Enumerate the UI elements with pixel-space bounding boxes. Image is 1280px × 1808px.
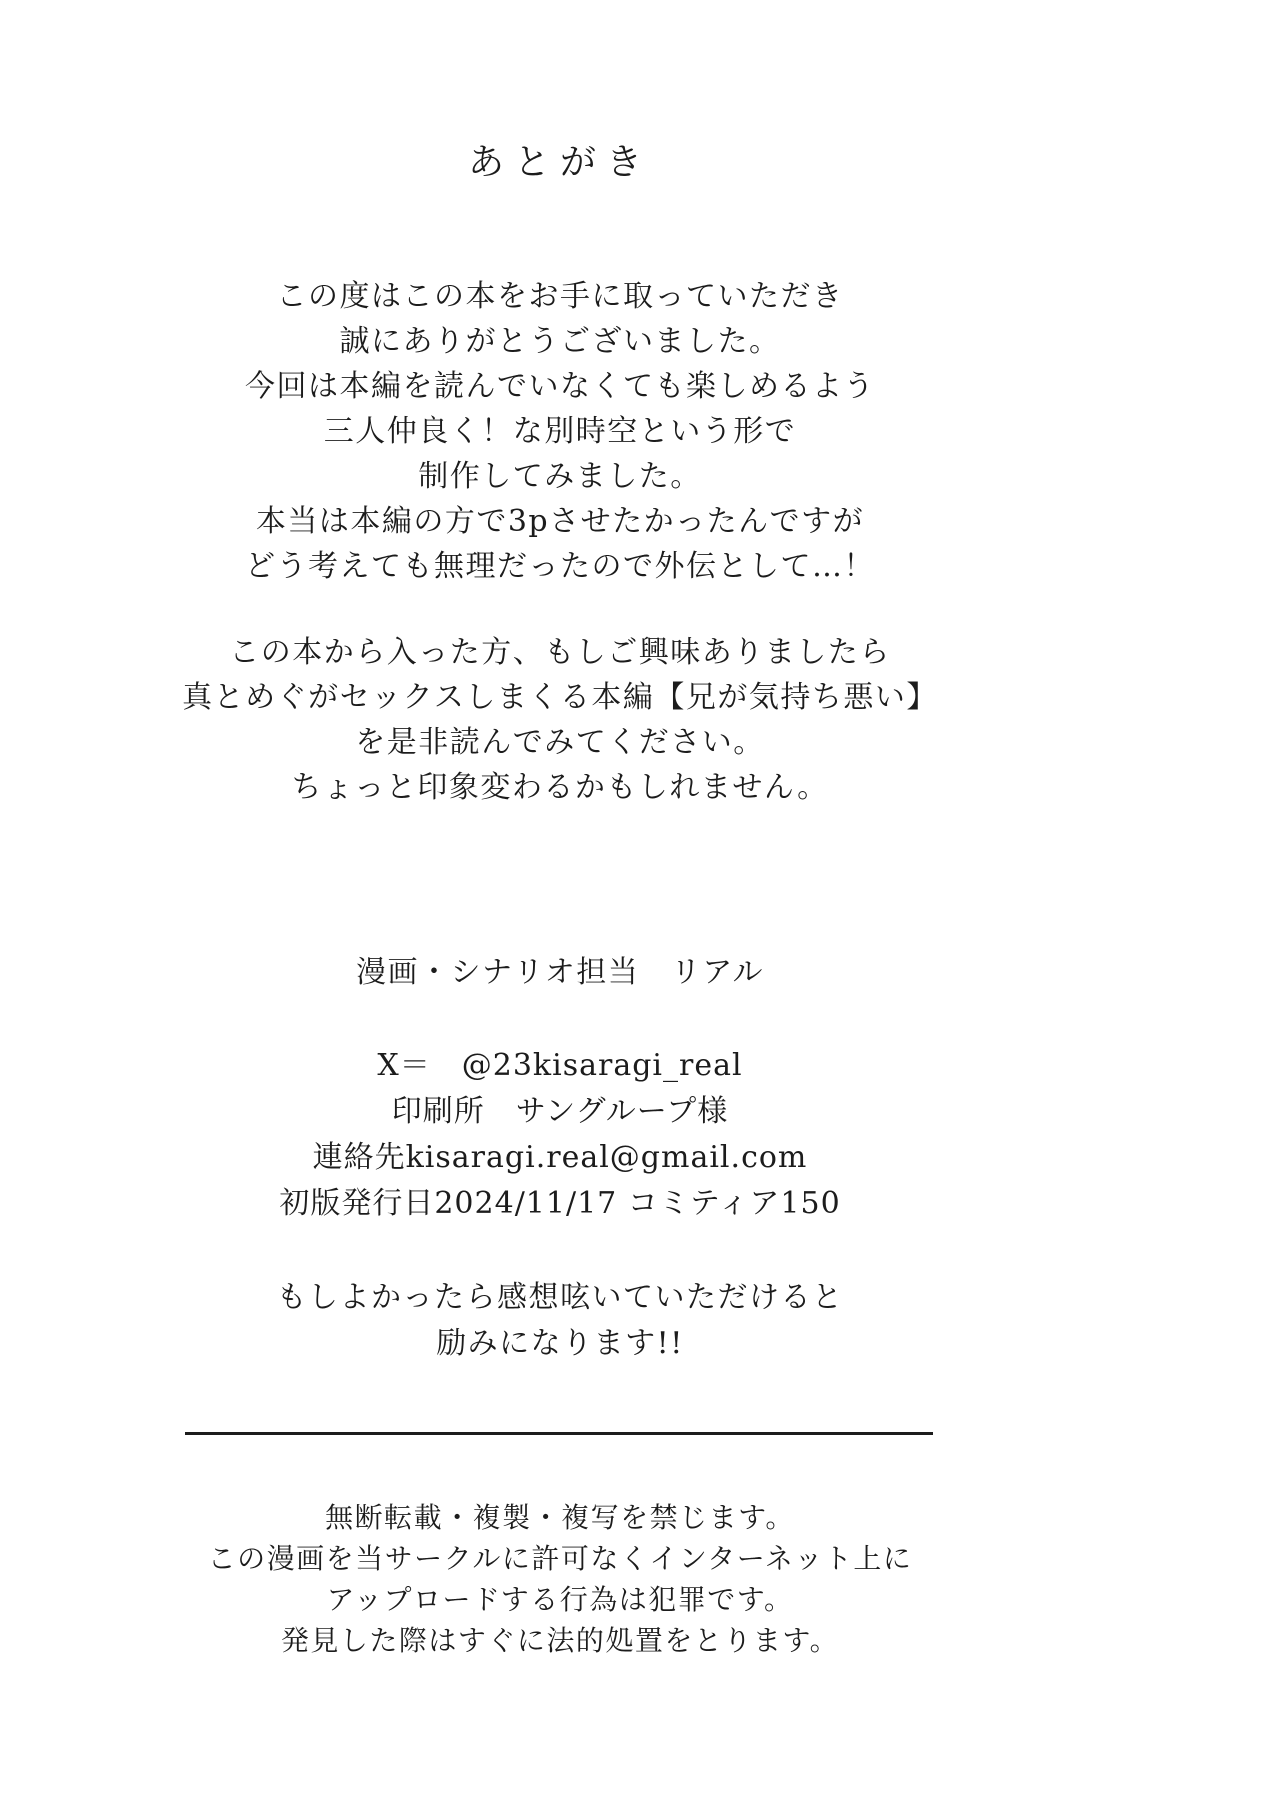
text-line: この度はこの本をお手に取っていただき (276, 279, 844, 314)
printer-line: 印刷所 サングループ様 (391, 1094, 729, 1129)
credits-line: 漫画・シナリオ担当 リアル (356, 955, 764, 990)
text-line: 真とめぐがセックスしまくる本編【兄が気持ち悪い】 (182, 680, 938, 715)
email-line: 連絡先kisaragi.real@gmail.com (312, 1140, 808, 1175)
afterword-paragraph-thanks (0, 274, 1120, 589)
encouragement-block (0, 1275, 1120, 1367)
page-title: あとがき (467, 142, 652, 183)
first-edition-line: 初版発行日2024/11/17 コミティア150 (279, 1186, 841, 1221)
contact-info-block (0, 1043, 1120, 1227)
text-line: 励みになります!! (436, 1326, 684, 1361)
text-line: この本から入った方、もしご興味ありましたら (229, 635, 891, 670)
text-line: どう考えても無理だったので外伝として…！ (245, 549, 875, 584)
text-line: ちょっと印象変わるかもしれません。 (291, 770, 829, 805)
text-line: 今回は本編を読んでいなくても楽しめるよう (245, 369, 875, 404)
horizontal-divider (185, 1432, 933, 1435)
text-line: 三人仲良く！な別時空という形で (323, 414, 797, 449)
text-line: 誠にありがとうございました。 (339, 324, 781, 359)
text-line: 発見した際はすぐに法的処置をとります。 (280, 1624, 840, 1657)
text-line: を是非読んでみてください。 (355, 725, 765, 760)
text-line: アップロードする行為は犯罪です。 (326, 1583, 794, 1616)
text-line: 本当は本編の方で3pさせたかったんですが (255, 504, 865, 539)
text-line: もしよかったら感想呟いていただけると (276, 1280, 844, 1315)
text-line: 制作してみました。 (418, 459, 702, 494)
copyright-notice-block (0, 1497, 1120, 1661)
text-line: この漫画を当サークルに許可なくインターネット上に (207, 1542, 913, 1575)
x-account-line: X＝ @23kisaragi_real (377, 1048, 743, 1083)
text-line: 無断転載・複製・複写を禁じます。 (325, 1501, 795, 1534)
afterword-paragraph-recommendation (0, 630, 1120, 810)
